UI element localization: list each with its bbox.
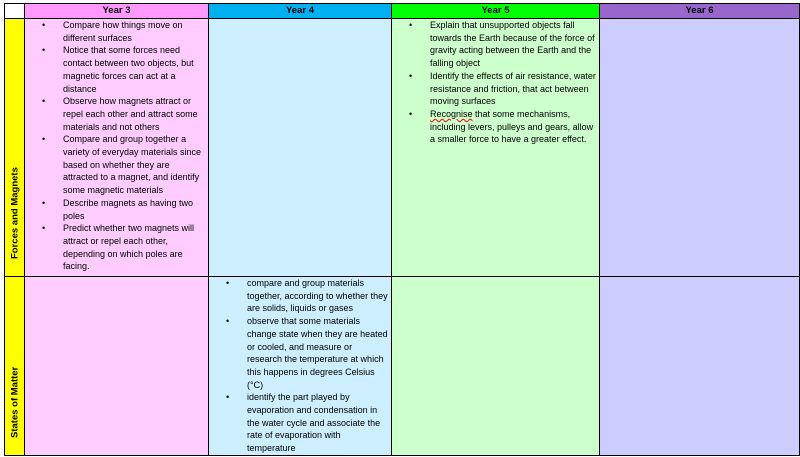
header-year-5-label: Year 5 <box>481 5 510 16</box>
curriculum-document <box>4 3 799 456</box>
bullet-item: • Observe how magnets attract or repel each other and attract some materials and not others <box>63 95 205 133</box>
cell-states-year-6 <box>600 277 800 456</box>
row-label-states-of-matter: States of Matter <box>9 366 20 438</box>
cell-forces-year-3 <box>25 19 209 277</box>
bullet-list <box>392 19 599 146</box>
header-year-3 <box>25 4 209 19</box>
row-label-forces-and-magnets: Forces and Magnets <box>9 167 20 259</box>
header-year-3-label: Year 3 <box>102 5 131 16</box>
cell-forces-year-5 <box>392 19 600 277</box>
curriculum-table <box>4 3 800 456</box>
cell-forces-year-4 <box>209 19 392 277</box>
bullet-item: • Identify the effects of air resistance, water resistance and friction, that act between moving surfaces <box>430 70 596 108</box>
bullet-item: • compare and group materials together, according to whether they are solids, liquids or gases <box>247 277 388 315</box>
bullet-list <box>25 19 208 273</box>
row-forces-and-magnets <box>5 19 800 277</box>
header-year-6-label: Year 6 <box>685 5 714 16</box>
spellcheck-word: Recognise <box>430 108 473 119</box>
bullet-item: • Predict whether two magnets will attract or repel each other, depending on which poles are facing. <box>63 222 205 273</box>
cell-states-year-4 <box>209 277 392 456</box>
row-label-cell <box>5 277 25 456</box>
header-year-4 <box>209 4 392 19</box>
header-row <box>5 4 800 19</box>
bullet-item: • Compare how things move on different surfaces <box>63 19 205 44</box>
bullet-item: • Recognise that some mechanisms, including levers, pulleys and gears, allow a smaller force to have a greater effect. <box>430 108 596 146</box>
bullet-item: • identify the part played by evaporation and condensation in the water cycle and associate the rate of evaporation with temperature <box>247 391 388 455</box>
bullet-list <box>209 277 391 455</box>
bullet-item: • Explain that unsupported objects fall towards the Earth because of the force of gravity acting between the Earth and the falling object <box>430 19 596 70</box>
header-year-6 <box>600 4 800 19</box>
cell-states-year-3 <box>25 277 209 456</box>
header-year-4-label: Year 4 <box>286 5 314 16</box>
bullet-item: • Notice that some forces need contact between two objects, but magnetic forces can act at a distance <box>63 44 205 95</box>
corner-cell <box>5 4 25 19</box>
row-states-of-matter <box>5 277 800 456</box>
bullet-item: • Compare and group together a variety of everyday materials since based on whether they are attracted to a magnet, and identify some magnetic materials <box>63 133 205 197</box>
cell-states-year-5 <box>392 277 600 456</box>
row-label-cell <box>5 19 25 277</box>
header-year-5 <box>392 4 600 19</box>
cell-forces-year-6 <box>600 19 800 277</box>
bullet-item: • Describe magnets as having two poles <box>63 197 205 222</box>
bullet-item: • observe that some materials change state when they are heated or cooled, and measure or research the temperature at which this happens in degrees Celsius (°C) <box>247 315 388 391</box>
